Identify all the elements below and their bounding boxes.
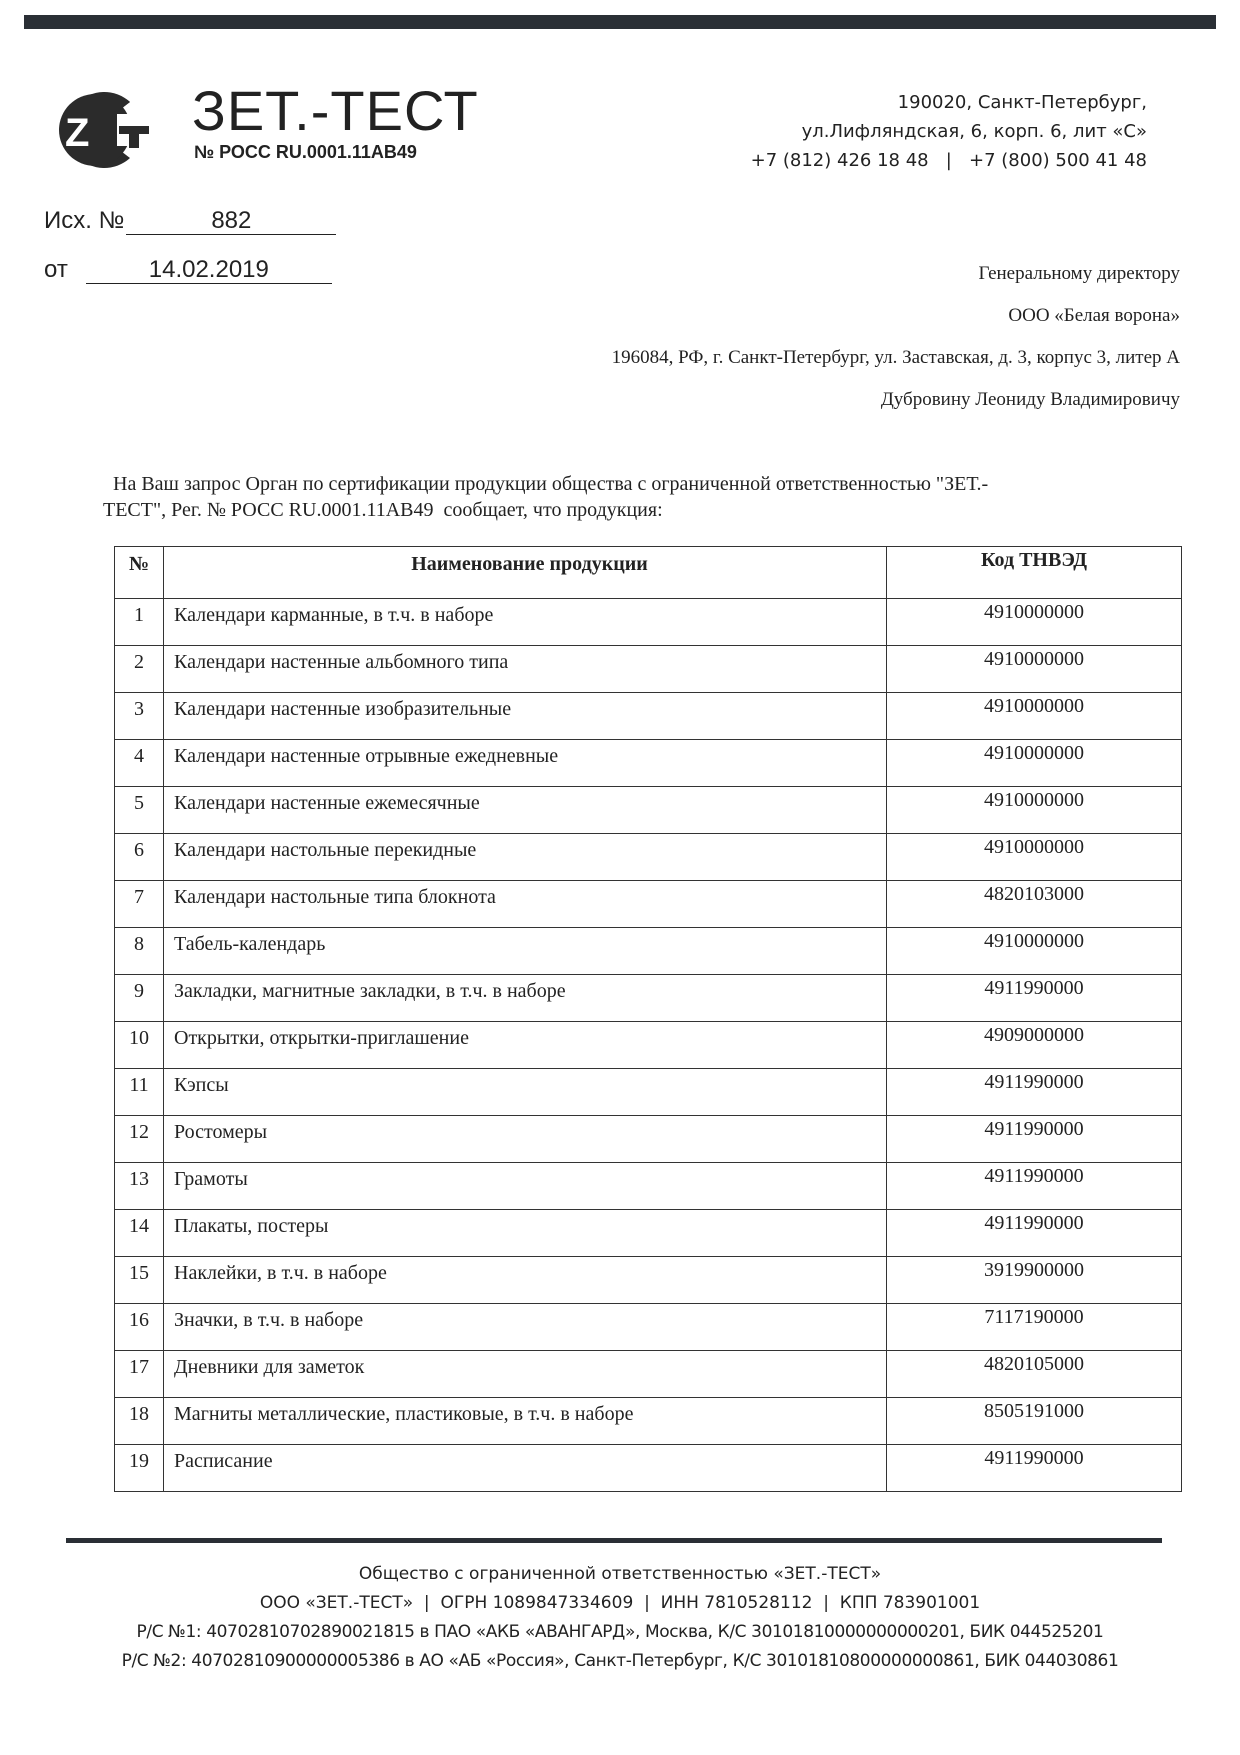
top-decorative-bar <box>24 15 1216 29</box>
recipient-block <box>612 253 1180 421</box>
organization-address <box>751 88 1147 175</box>
row-no: 16 <box>115 1304 164 1351</box>
row-name: Ростомеры <box>164 1116 887 1163</box>
header-code: Код ТНВЭД <box>887 547 1182 599</box>
row-no: 15 <box>115 1257 164 1304</box>
row-name: Календари настенные альбомного типа <box>164 646 887 693</box>
table-row <box>115 881 1182 928</box>
recipient-position: Генеральному директору <box>978 263 1180 284</box>
intro-line-1: На Ваш запрос Орган по сертификации продукции общества с ограниченной ответственностью "ЗЕТ.- <box>113 473 989 495</box>
row-name: Наклейки, в т.ч. в наборе <box>164 1257 887 1304</box>
row-name: Кэпсы <box>164 1069 887 1116</box>
footer-divider <box>66 1538 1162 1543</box>
row-name: Открытки, открытки-приглашение <box>164 1022 887 1069</box>
row-name: Грамоты <box>164 1163 887 1210</box>
intro-paragraph <box>103 471 1178 523</box>
header-no: № <box>115 547 164 599</box>
row-code: 4910000000 <box>887 740 1182 787</box>
table-row <box>115 599 1182 646</box>
table-row <box>115 1445 1182 1492</box>
row-code: 4910000000 <box>887 928 1182 975</box>
outgoing-number-field <box>44 207 336 235</box>
row-no: 18 <box>115 1398 164 1445</box>
row-no: 12 <box>115 1116 164 1163</box>
row-name: Календари настенные ежемесячные <box>164 787 887 834</box>
letterhead-brand <box>192 79 479 163</box>
intro-line-2: ТЕСТ", Рег. № РОСС RU.0001.11АВ49 сообщает, что продукция: <box>103 499 663 521</box>
row-code: 4910000000 <box>887 834 1182 881</box>
row-code: 4911990000 <box>887 1445 1182 1492</box>
row-code: 4820105000 <box>887 1351 1182 1398</box>
table-row <box>115 1304 1182 1351</box>
row-name: Магниты металлические, пластиковые, в т.ч. в наборе <box>164 1398 887 1445</box>
table-row <box>115 1398 1182 1445</box>
row-no: 14 <box>115 1210 164 1257</box>
row-name: Плакаты, постеры <box>164 1210 887 1257</box>
row-no: 17 <box>115 1351 164 1398</box>
row-code: 4911990000 <box>887 1116 1182 1163</box>
recipient-company: ООО «Белая ворона» <box>1008 305 1180 326</box>
table-row <box>115 646 1182 693</box>
row-code: 7117190000 <box>887 1304 1182 1351</box>
table-row <box>115 1257 1182 1304</box>
row-name: Табель-календарь <box>164 928 887 975</box>
table-row <box>115 1116 1182 1163</box>
row-name: Календари карманные, в т.ч. в наборе <box>164 599 887 646</box>
row-name: Расписание <box>164 1445 887 1492</box>
outgoing-number-value: 882 <box>126 208 336 235</box>
phones: +7 (812) 426 18 48 | +7 (800) 500 41 48 <box>750 150 1147 171</box>
products-table <box>114 546 1182 1492</box>
row-name: Календари настольные типа блокнота <box>164 881 887 928</box>
row-no: 2 <box>115 646 164 693</box>
row-no: 6 <box>115 834 164 881</box>
row-code: 4911990000 <box>887 1210 1182 1257</box>
address-line-2: ул.Лифляндская, 6, корп. 6, лит «С» <box>801 121 1147 142</box>
row-code: 4911990000 <box>887 1069 1182 1116</box>
table-row <box>115 928 1182 975</box>
table-row <box>115 787 1182 834</box>
row-no: 9 <box>115 975 164 1022</box>
table-row <box>115 740 1182 787</box>
row-code: 4911990000 <box>887 975 1182 1022</box>
row-no: 5 <box>115 787 164 834</box>
zt-logo-icon <box>55 90 165 170</box>
date-field <box>44 256 332 284</box>
row-code: 4910000000 <box>887 599 1182 646</box>
row-no: 8 <box>115 928 164 975</box>
footer <box>0 1560 1240 1676</box>
row-name: Значки, в т.ч. в наборе <box>164 1304 887 1351</box>
row-no: 1 <box>115 599 164 646</box>
table-row <box>115 975 1182 1022</box>
table-row <box>115 1210 1182 1257</box>
row-no: 19 <box>115 1445 164 1492</box>
date-value: 14.02.2019 <box>86 257 332 284</box>
table-row <box>115 1351 1182 1398</box>
row-name: Календари настенные изобразительные <box>164 693 887 740</box>
outgoing-number-label: Исх. № <box>44 207 125 234</box>
row-name: Календари настенные отрывные ежедневные <box>164 740 887 787</box>
address-line-1: 190020, Санкт-Петербург, <box>897 92 1147 113</box>
table-row <box>115 1163 1182 1210</box>
table-header-row <box>115 547 1182 599</box>
row-no: 11 <box>115 1069 164 1116</box>
brand-name: ЗЕТ.-ТЕСТ <box>192 79 479 142</box>
date-label: от <box>44 256 68 283</box>
row-code: 4910000000 <box>887 646 1182 693</box>
row-code: 3919900000 <box>887 1257 1182 1304</box>
table-row <box>115 1069 1182 1116</box>
recipient-name: Дубровину Леониду Владимировичу <box>880 389 1180 410</box>
row-name: Закладки, магнитные закладки, в т.ч. в наборе <box>164 975 887 1022</box>
row-no: 7 <box>115 881 164 928</box>
footer-company: Общество с ограниченной ответственностью «ЗЕТ.-ТЕСТ» <box>358 1564 882 1584</box>
recipient-address: 196084, РФ, г. Санкт-Петербург, ул. Заставская, д. 3, корпус 3, литер А <box>611 347 1180 368</box>
row-code: 4911990000 <box>887 1163 1182 1210</box>
row-code: 4909000000 <box>887 1022 1182 1069</box>
header-name: Наименование продукции <box>164 547 887 599</box>
row-code: 4910000000 <box>887 787 1182 834</box>
brand-registration: № РОСС RU.0001.11АВ49 <box>194 142 417 162</box>
row-code: 4910000000 <box>887 693 1182 740</box>
footer-bank-1: Р/С №1: 40702810702890021815 в ПАО «АКБ «АВАНГАРД», Москва, К/С 30101810000000000201, БИК 044525201 <box>136 1622 1104 1642</box>
row-code: 4820103000 <box>887 881 1182 928</box>
row-no: 10 <box>115 1022 164 1069</box>
row-no: 13 <box>115 1163 164 1210</box>
row-no: 3 <box>115 693 164 740</box>
row-name: Календари настольные перекидные <box>164 834 887 881</box>
row-name: Дневники для заметок <box>164 1351 887 1398</box>
table-row <box>115 1022 1182 1069</box>
table-row <box>115 693 1182 740</box>
svg-text:Z: Z <box>65 111 90 155</box>
row-no: 4 <box>115 740 164 787</box>
table-row <box>115 834 1182 881</box>
footer-registry: ООО «ЗЕТ.-ТЕСТ» | ОГРН 1089847334609 | ИНН 7810528112 | КПП 783901001 <box>259 1593 981 1613</box>
row-code: 8505191000 <box>887 1398 1182 1445</box>
footer-bank-2: Р/С №2: 40702810900000005386 в АО «АБ «Россия», Санкт-Петербург, К/С 30101810800000000861, БИК 044030861 <box>121 1651 1119 1671</box>
